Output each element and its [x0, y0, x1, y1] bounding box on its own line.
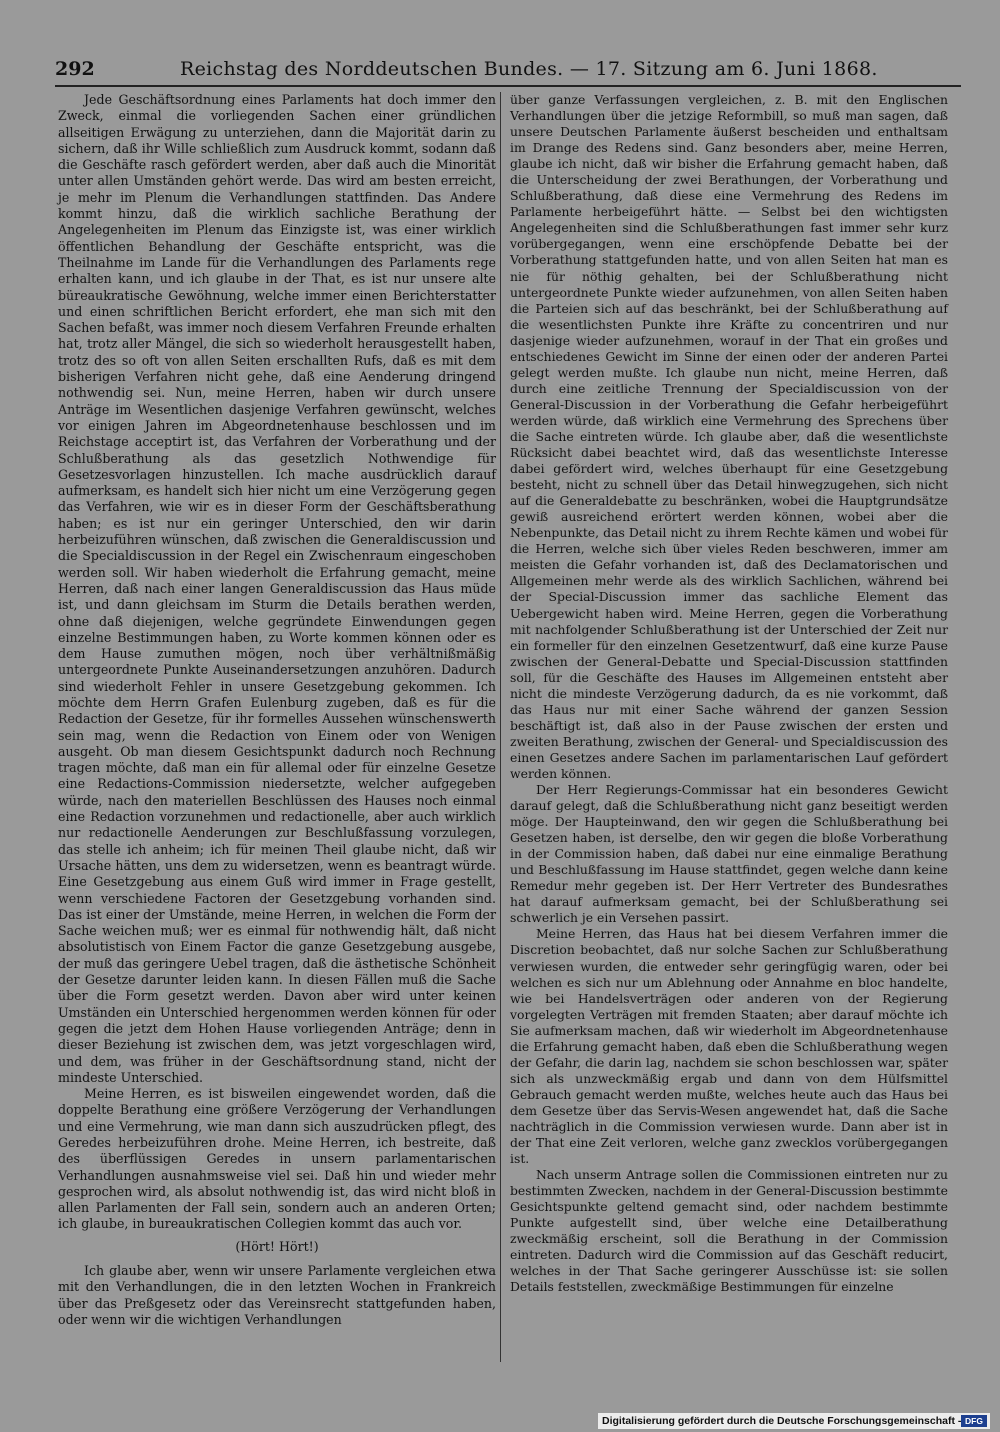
- left-column: [58, 92, 496, 1328]
- paragraph: Nach unserm Antrage sollen die Commissionen eintreten nur zu bestimmten Zwecken, nachdem in der General-Discussion bestimmte Gesichtspunkte geltend gemacht sind, oder nachdem bestimmte Punkte aufgestellt sind, über welche eine Detailberathung zweckmäßig erscheint, soll die Berathung in der Commission eintreten. Dadurch wird die Commission auf das Geschäft reducirt, welches in der That Sache geringerer Ausschüsse ist: sie sollen Details feststellen, zweckmäßige Bestimmungen für einzelne: [510, 1167, 948, 1295]
- paragraph: Ich glaube aber, wenn wir unsere Parlamente vergleichen etwa mit den Verhandlungen, die in den letzten Wochen in Frankreich über das Preßgesetz oder das Vereinsrecht stattgefunden haben, oder wenn wir die wichtigen Verhandlungen: [58, 1263, 496, 1327]
- page-number: 292: [55, 58, 95, 80]
- right-column: [510, 92, 948, 1296]
- credit-text: Digitalisierung gefördert durch die Deutsche Forschungsgemeinschaft -: [602, 1415, 962, 1427]
- page-header: [55, 56, 955, 82]
- paragraph: Meine Herren, es ist bisweilen eingewendet worden, daß die doppelte Berathung eine größere Verzögerung der Verhandlungen und eine Vermehrung, wie man dann sich auszudrücken pflegt, des Geredes herbeizuführen drohe. Meine Herren, ich bestreite, daß des überflüssigen Geredes in unsern parlamentarischen Verhandlungen ausnahmsweise viel sei. Daß hin und wieder mehr gesprochen wird, als absolut nothwendig ist, das wird nicht bloß in allen Parlamenten der Fall sein, sondern auch an anderen Orten; ich glaube, in bureaukratischen Collegien kommt das auch vor.: [58, 1086, 496, 1232]
- running-title: Reichstag des Norddeutschen Bundes. — 17. Sitzung am 6. Juni 1868.: [180, 58, 878, 80]
- column-divider: [500, 92, 501, 1362]
- header-rule: [55, 85, 961, 87]
- dfg-logo: DFG: [961, 1415, 987, 1427]
- paragraph: Der Herr Regierungs-Commissar hat ein besonderes Gewicht darauf gelegt, daß die Schlußberathung nicht ganz beseitigt werden möge. Der Haupteinwand, den wir gegen die Schlußberathung bei Gesetzen haben, ist derselbe, den wir gegen die bloße Vorberathung in der Commission haben, daß dabei nur eine einmalige Berathung und Beschlußfassung im Hause stattfindet, gegen welche dann keine Remedur mehr gegeben ist. Der Herr Vertreter des Bundesrathes hat darauf aufmerksam gemacht, bei der Schlußberathung sei schwerlich je ein Versehen passirt.: [510, 782, 948, 926]
- paragraph: über ganze Verfassungen vergleichen, z. B. mit den Englischen Verhandlungen über die jetzige Reformbill, so muß man sagen, daß unsere Deutschen Parlamente äußerst bescheiden und enthaltsam im Drange des Redens sind. Ganz besonders aber, meine Herren, glaube ich nicht, daß wir bisher die Erfahrung gemacht haben, daß die Unterscheidung der zwei Berathungen, der Vorberathung und Schlußberathung, daß diese eine Vermehrung des Redens im Parlamente herbeigeführt hätte. — Selbst bei den wichtigsten Angelegenheiten sind die Schlußberathungen fast immer sehr kurz vorübergegangen, wenn eine erschöpfende Debatte bei der Vorberathung stattgefunden hatte, und von allen Seiten hat man es nie für nöthig gehalten, bei der Schlußberathung nicht untergeordnete Punkte wieder aufzunehmen, von allen Seiten haben die Parteien sich auf das beschränkt, bei der Schlußberathung auf die wesentlichsten Punkte ihre Kräfte zu concentriren und nur dasjenige wieder aufzunehmen, worauf in der That ein großes und entschiedenes Gewicht im Sinne der einen oder der anderen Partei gelegt werden mußte. Ich glaube nun nicht, meine Herren, daß durch eine zeitliche Trennung der Specialdiscussion von der General-Discussion in der Vorberathung die Gefahr herbeigeführt werden würde, daß wirklich eine Vermehrung des Sprechens über die Sache eintreten würde. Ich glaube aber, daß die wesentlichste Rücksicht dabei beachtet wird, daß das wesentlichste Interesse dabei gefördert wird, welches überhaupt für eine Gesetzgebung besteht, nicht zu schnell über das Detail hinwegzugehen, sich nicht auf die Generaldebatte zu beschränken, wobei die Hauptgrundsätze gewiß ausreichend erörtert werden können, wobei aber die Nebenpunkte, das Detail nicht zu ihrem Rechte kämen und wobei für die Herren, welche sich über vieles Reden beschweren, immer am meisten die Gefahr vorhanden ist, daß des Declamatorischen und Allgemeinen mehr werde als des wirklich Sachlichen, während bei der Special-Discussion immer das sachliche Element das Uebergewicht haben wird. Meine Herren, gegen die Vorberathung mit nachfolgender Schlußberathung ist der Unterschied der Zeit nur ein formeller für den einzelnen Gesetzentwurf, daß eine kurze Pause zwischen der General-Debatte und Special-Discussion stattfinden soll, für die Geschäfte des Hauses im Allgemeinen entsteht aber nicht die mindeste Verzögerung dadurch, da es nie vorkommt, daß das Haus nur mit einer Sache während der ganzen Session beschäftigt ist, daß also in der Pause zwischen der ersten und zweiten Berathung, zwischen der General- und Specialdiscussion des einen Gesetzes andere Sachen im parlamentarischen Lauf gefördert werden können.: [510, 92, 948, 781]
- paragraph: Jede Geschäftsordnung eines Parlaments hat doch immer den Zweck, einmal die vorliegenden Sachen einer gründlichen allseitigen Erwägung zu unterziehen, dann die Majorität darin zu sichern, daß ihr Wille schließlich zum Ausdruck kommt, sodann daß die Geschäfte rasch gefördert werden, aber daß auch die Minorität unter allen Umständen gehört werde. Das wird am besten erreicht, je mehr im Plenum die Verhandlungen stattfinden. Das Andere kommt hinzu, daß die wirklich sachliche Berathung der Angelegenheiten im Plenum das Einzigste ist, was einer wirklich öffentlichen Behandlung der Geschäfte entspricht, was die Theilnahme im Lande für die Verhandlungen des Parlaments rege erhalten kann, und ich glaube in der That, es ist nur unsere alte büreaukratische Gewöhnung, welche immer einen Berichterstatter und einen schriftlichen Bericht erfordert, ehe man sich mit den Sachen befaßt, was immer noch diesem Verfahren Freunde erhalten hat, trotz aller Mängel, die sich so wiederholt herausgestellt haben, trotz des so oft von allen Seiten erschallten Rufs, daß es mit dem bisherigen Verfahren nicht gehe, daß eine Aenderung dringend nothwendig sei. Nun, meine Herren, haben wir durch unsere Anträge im Wesentlichen dasjenige Verfahren gewünscht, welches vor einigen Jahren im Abgeordnetenhause beschlossen und im Reichstage acceptirt ist, das Verfahren der Vorberathung und der Schlußberathung als das gesetzlich Nothwendige für Gesetzesvorlagen hinzustellen. Ich mache ausdrücklich darauf aufmerksam, es handelt sich hier nicht um eine Verzögerung gegen das Verfahren, wie wir es in dieser Form der Geschäftsberathung haben; es ist nur ein geringer Unterschied, den wir darin herbeizuführen wünschen, daß zwischen die Generaldiscussion und die Specialdiscussion in der Regel ein Zwischenraum eingeschoben werden soll. Wir haben wiederholt die Erfahrung gemacht, meine Herren, daß nach einer langen Generaldiscussion das Haus müde ist, und dann gleichsam im Sturm die Details berathen werden, ohne daß diejenigen, welche gegründete Einwendungen gegen einzelne Bestimmungen haben, zu Worte kommen können oder es dem Hause zumuthen mögen, noch über verhältnißmäßig untergeordnete Punkte Auseinandersetzungen anzuhören. Dadurch sind wiederholt Fehler in unsere Gesetzgebung gekommen. Ich möchte dem Herrn Grafen Eulenburg zugeben, daß es für die Redaction der Gesetze, für ihr formelles Aussehen wünschenswerth sein mag, wenn die Redaction von Einem oder von Wenigen ausgeht. Ob man diesem Gesichtspunkt dadurch noch Rechnung tragen möchte, daß man ein für allemal oder für einzelne Gesetze eine Redactions-Commission niedersetzte, welcher aufgegeben würde, nach den materiellen Beschlüssen des Hauses noch einmal eine Redaction vorzunehmen und redactionelle, aber auch wirklich nur redactionelle Aenderungen zur Beschlußfassung vorzulegen, das stelle ich anheim; ich für meinen Theil glaube nicht, daß wir Ursache hätten, uns dem zu widersetzen, wenn es beantragt würde. Eine Gesetzgebung aus einem Guß wird immer in Frage gestellt, wenn verschiedene Factoren der Gesetzgebung vorhanden sind. Das ist einer der Umstände, meine Herren, in welchen die Form der Sache weichen muß; wer es einmal für nothwendig hält, daß nicht absolutistisch von Einem Factor die ganze Gesetzgebung ausgebe, der muß das geringere Uebel tragen, daß die ästhetische Schönheit der Gesetze darunter leiden kann. In diesen Fällen muß die Sache über die Form gesetzt werden. Davon aber wird unter keinen Umständen ein Unterschied hergenommen werden können für oder gegen die jetzt dem Hohen Hause vorliegenden Anträge; denn in dieser Beziehung ist zwischen dem, was jetzt vorgeschlagen wird, und dem, was früher in der Geschäftsordnung stand, nicht der mindeste Unterschied.: [58, 92, 496, 1085]
- interjection: (Hört! Hört!): [235, 1238, 319, 1254]
- paragraph: Meine Herren, das Haus hat bei diesem Verfahren immer die Discretion beobachtet, daß nur solche Sachen zur Schlußberathung verwiesen wurden, die entweder sehr geringfügig waren, oder bei welchen es sich nur um Ablehnung oder Annahme en bloc handelte, wie bei Handelsverträgen oder anderen von der Regierung vorgelegten Verträgen mit fremden Staaten; aber darauf möchte ich Sie aufmerksam machen, daß wir wiederholt im Abgeordnetenhause die Erfahrung gemacht haben, daß eben die Schlußberathung wegen der Gefahr, die darin lag, nachdem sie schon beschlossen war, später sich als unzweckmäßig ergab und dann von dem Hülfsmittel Gebrauch gemacht werden mußte, welches heute auch das Haus bei dem Gesetze über das Servis-Wesen angewendet hat, daß die Sache nachträglich in die Commission verwiesen wurde. Dann aber ist in der That eine Zeit verloren, welche ganz zwecklos vorübergegangen ist.: [510, 926, 948, 1167]
- digitization-credit: [598, 1413, 990, 1429]
